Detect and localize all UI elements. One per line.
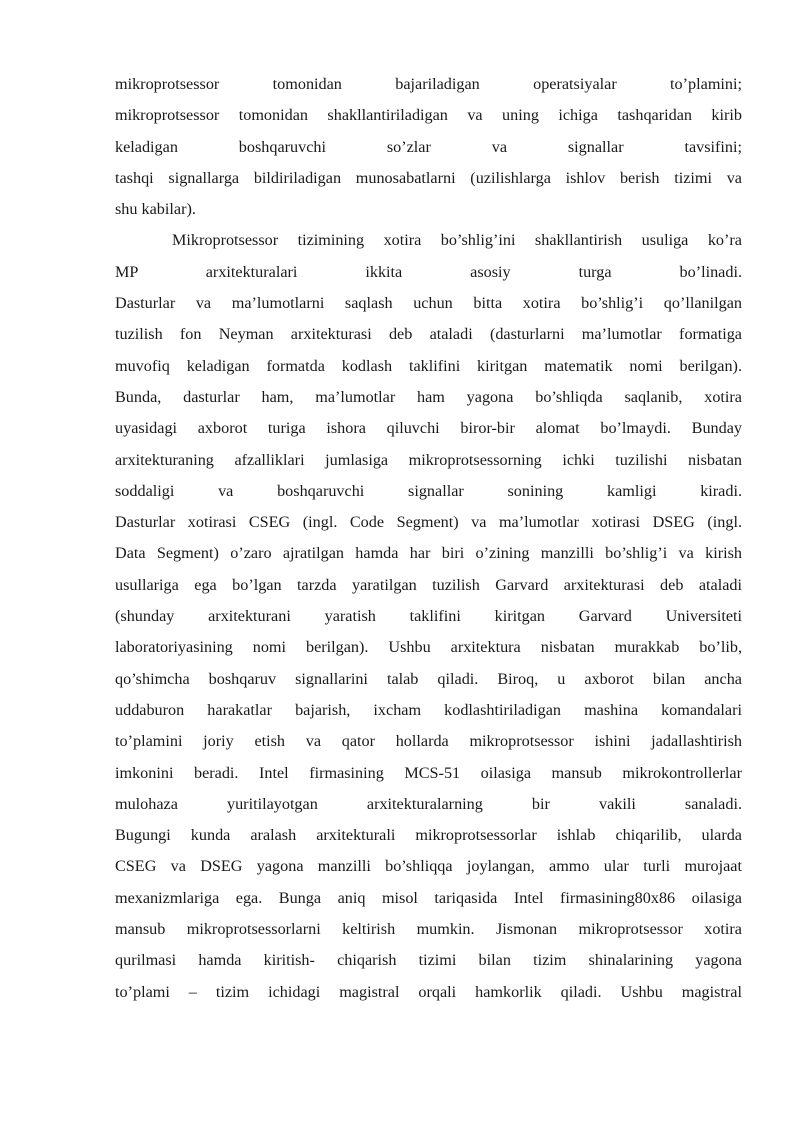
text-line: soddaligi va boshqaruvchi signallar sonining kamligi kiradi. <box>115 481 742 500</box>
text-line: mikroprotsessor tomonidan shakllantiriladigan va uning ichiga tashqaridan kirib <box>115 106 742 125</box>
text-line: keladigan boshqaruvchi so’zlar va signallar tavsifini; <box>115 137 742 156</box>
text-line: laboratoriyasining nomi berilgan). Ushbu arxitektura nisbatan murakkab bo’lib, <box>115 638 742 657</box>
text-line: mikroprotsessor tomonidan bajariladigan operatsiyalar to’plamini; <box>115 75 742 93</box>
text-line: imkonini beradi. Intel firmasining MCS-51 oilasiga mansub mikrokontrollerlar <box>115 763 742 782</box>
text-line: tashqi signallarga bildiriladigan munosabatlarni (uzilishlarga ishlov berish tizimi va <box>115 168 742 187</box>
text-line: Data Segment) o’zaro ajratilgan hamda har biri o’zining manzilli bo’shlig’i va kirish <box>115 544 742 563</box>
text-line: uyasidagi axborot turiga ishora qiluvchi biror-bir alomat bo’lmaydi. Bunday <box>115 419 742 438</box>
document-body <box>115 69 742 1008</box>
text-line: Bugungi kunda aralash arxitekturali mikroprotsessorlar ishlab chiqarilib, ularda <box>115 826 742 845</box>
text-line: Bunda, dasturlar ham, ma’lumotlar ham yagona bo’shliqda saqlanib, xotira <box>115 387 742 406</box>
text-line: shu kabilar). <box>115 200 196 219</box>
text-line: Mikroprotsessor tizimining xotira bo’shlig’ini shakllantirish usuliga ko’ra <box>172 231 742 250</box>
text-line: CSEG va DSEG yagona manzilli bo’shliqqa joylangan, ammo ular turli murojaat <box>115 857 742 876</box>
text-line: uddaburon harakatlar bajarish, ixcham kodlashtiriladigan mashina komandalari <box>115 700 742 719</box>
text-line: mansub mikroprotsessorlarni keltirish mumkin. Jismonan mikroprotsessor xotira <box>115 920 742 939</box>
text-line: (shunday arxitekturani yaratish taklifini kiritgan Garvard Universiteti <box>115 607 742 626</box>
text-line: usullariga ega bo’lgan tarzda yaratilgan tuzilish Garvard arxitekturasi deb ataladi <box>115 575 742 594</box>
text-line: mulohaza yuritilayotgan arxitekturalarning bir vakili sanaladi. <box>115 794 742 813</box>
text-line: mexanizmlariga ega. Bunga aniq misol tariqasida Intel firmasining80x86 oilasiga <box>115 888 742 907</box>
text-line: MP arxitekturalari ikkita asosiy turga bo’linadi. <box>115 262 742 281</box>
text-line: arxitekturaning afzalliklari jumlasiga mikroprotsessorning ichki tuzilishi nisbatan <box>115 450 742 469</box>
text-line: tuzilish fon Neyman arxitekturasi deb ataladi (dasturlarni ma’lumotlar formatiga <box>115 325 742 344</box>
text-line: qurilmasi hamda kiritish- chiqarish tizimi bilan tizim shinalarining yagona <box>115 951 742 970</box>
text-line: Dasturlar va ma’lumotlarni saqlash uchun bitta xotira bo’shlig’i qo’llanilgan <box>115 294 742 313</box>
text-line: to’plamini joriy etish va qator hollarda mikroprotsessor ishini jadallashtirish <box>115 732 742 751</box>
text-line: qo’shimcha boshqaruv signallarini talab qiladi. Biroq, u axborot bilan ancha <box>115 669 742 688</box>
text-line: to’plami – tizim ichidagi magistral orqali hamkorlik qiladi. Ushbu magistral <box>115 982 742 1001</box>
text-line: muvofiq keladigan formatda kodlash taklifini kiritgan matematik nomi berilgan). <box>115 356 742 375</box>
text-line: Dasturlar xotirasi CSEG (ingl. Code Segment) va ma’lumotlar xotirasi DSEG (ingl. <box>115 513 742 532</box>
